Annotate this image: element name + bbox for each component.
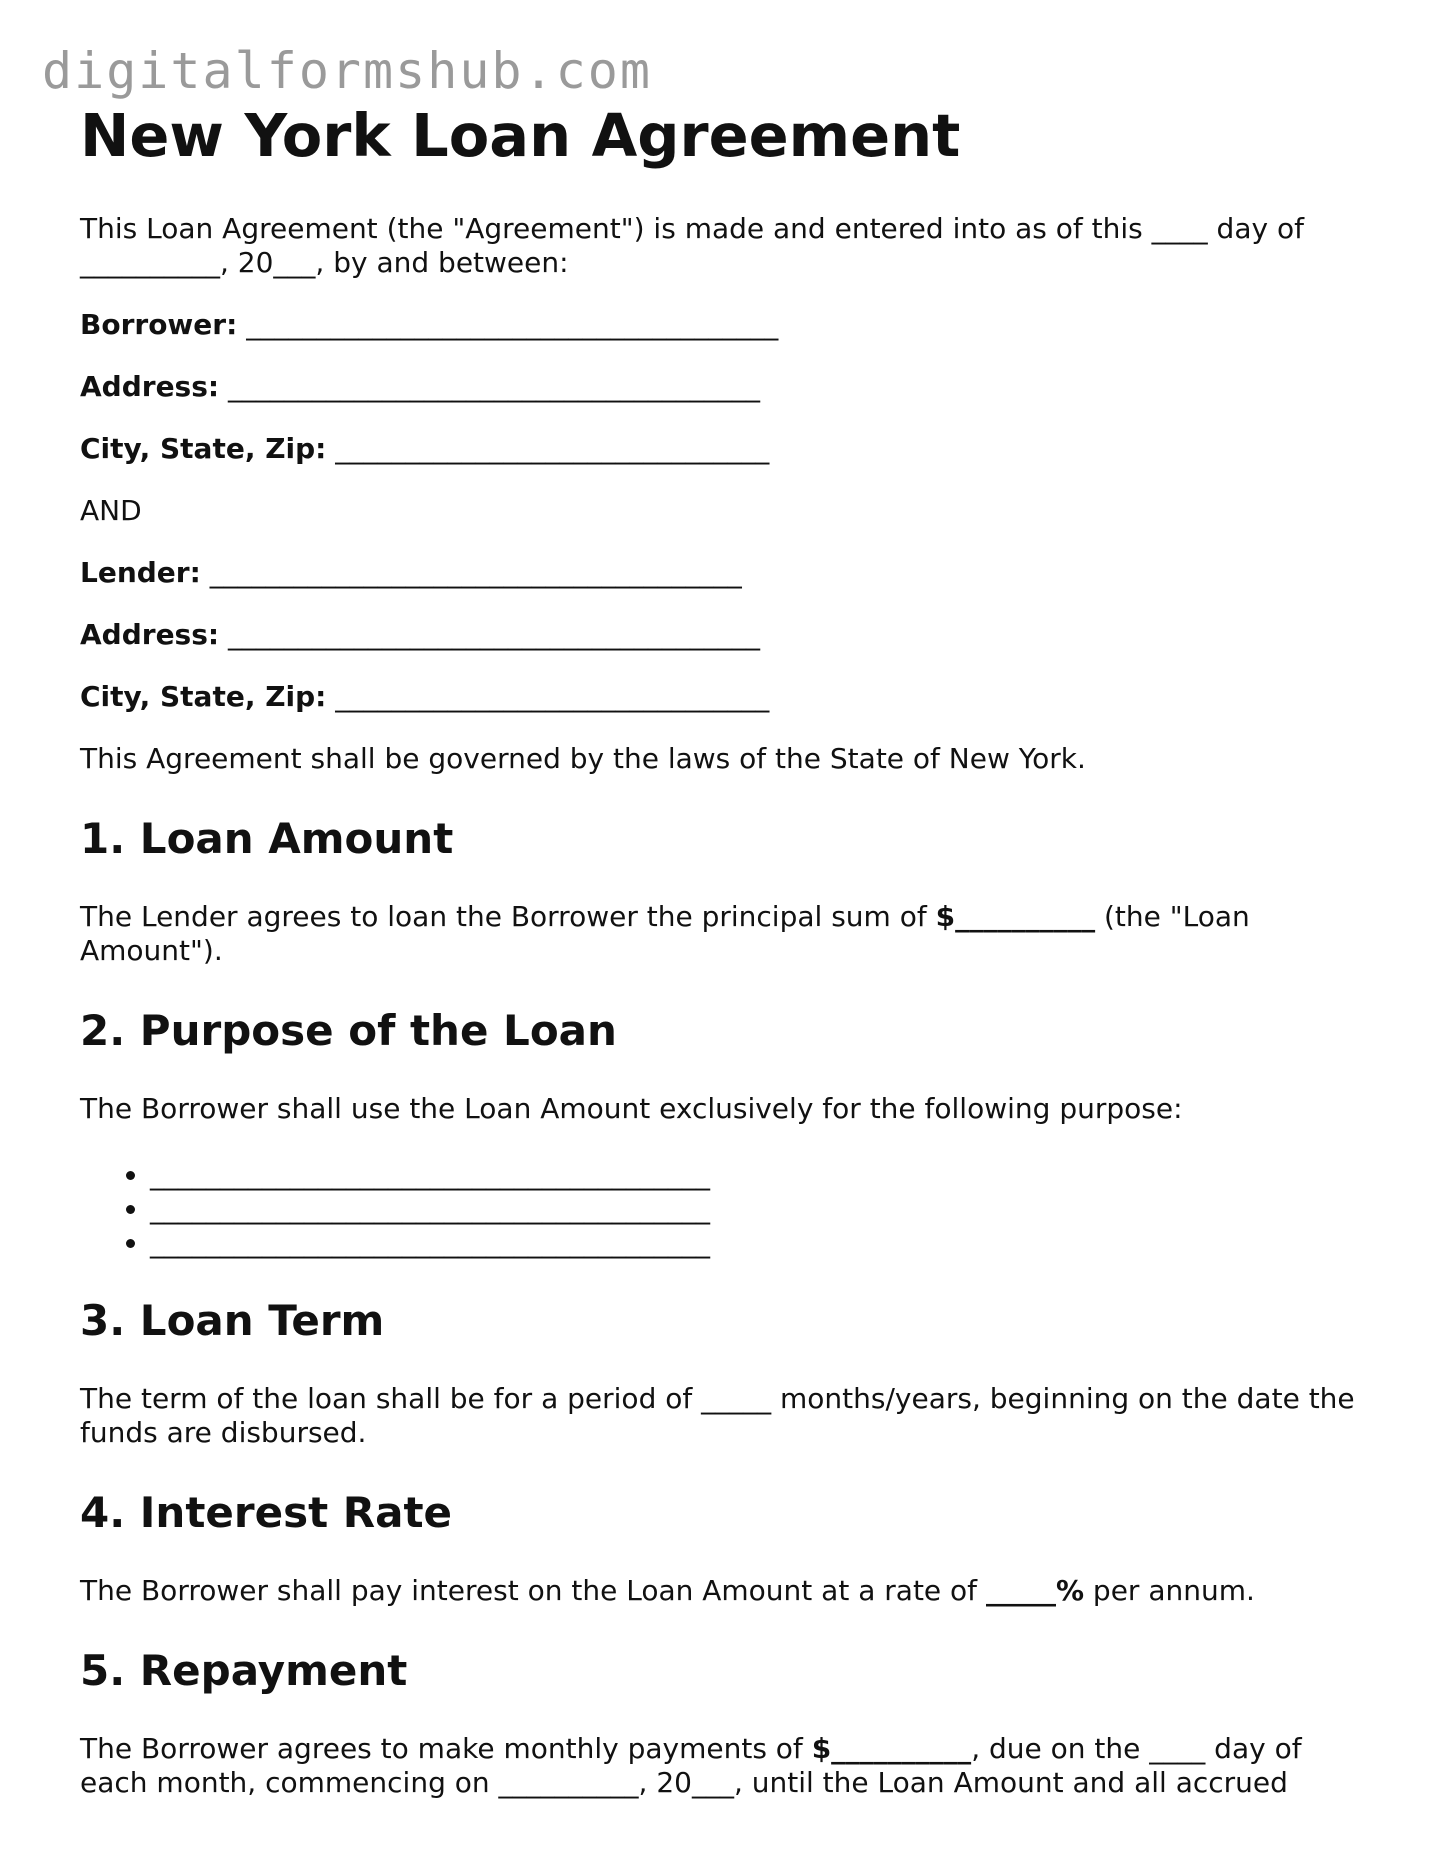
lender-address-label: Address: <box>80 618 220 651</box>
watermark: digitalformshub.com <box>42 42 652 100</box>
repayment-text-after: , due on the ____ day of each month, commencing on __________, 20___, until the Loan Amount and all accrued <box>80 1732 1302 1799</box>
borrower-address-field <box>80 370 1370 404</box>
borrower-city-field <box>80 432 1370 466</box>
repayment-amount-blank: $__________ <box>811 1732 972 1765</box>
interest-rate-blank: _____% <box>985 1574 1085 1607</box>
document <box>80 100 1370 1838</box>
lender-name-field <box>80 556 1370 590</box>
borrower-city-blank: _______________________________ <box>335 432 770 465</box>
loan-amount-blank: $__________ <box>935 900 1096 933</box>
lender-city-label: City, State, Zip: <box>80 680 327 713</box>
section-interest-rate-title: 4. Interest Rate <box>80 1488 453 1537</box>
purpose-list <box>80 1158 1370 1260</box>
interest-text-after: per annum. <box>1084 1574 1255 1607</box>
borrower-address-label: Address: <box>80 370 220 403</box>
loan-amount-text-before: The Lender agrees to loan the Borrower the principal sum of <box>80 900 936 933</box>
list-item: • ________________________________________ <box>150 1158 1370 1192</box>
borrower-address-blank: ______________________________________ <box>228 370 760 403</box>
lender-address-field <box>80 618 1370 652</box>
lender-city-field <box>80 680 1370 714</box>
lender-address-blank: ______________________________________ <box>228 618 760 651</box>
section-loan-term-title: 3. Loan Term <box>80 1296 385 1345</box>
lender-name-label: Lender: <box>80 556 201 589</box>
section-purpose-title: 2. Purpose of the Loan <box>80 1006 617 1055</box>
lender-city-blank: _______________________________ <box>335 680 770 713</box>
interest-text-before: The Borrower shall pay interest on the Loan Amount at a rate of <box>80 1574 986 1607</box>
list-item: • ________________________________________ <box>150 1192 1370 1226</box>
section-purpose-text: The Borrower shall use the Loan Amount exclusively for the following purpose: <box>80 1092 1183 1125</box>
repayment-text-before: The Borrower agrees to make monthly payments of <box>80 1732 812 1765</box>
borrower-name-field <box>80 308 1370 342</box>
intro-paragraph: This Loan Agreement (the "Agreement") is made and entered into as of this ____ day of __________, 20___, by and between: <box>80 212 1304 279</box>
section-loan-amount-title: 1. Loan Amount <box>80 814 454 863</box>
borrower-name-blank: ______________________________________ <box>246 308 779 341</box>
section-repayment-title: 5. Repayment <box>80 1646 408 1695</box>
governing-law-text: This Agreement shall be governed by the laws of the State of New York. <box>80 742 1086 775</box>
list-item: • ________________________________________ <box>150 1226 1370 1260</box>
section-repayment-text <box>80 1732 1370 1800</box>
section-loan-amount-text <box>80 900 1370 968</box>
section-interest-rate-text <box>80 1574 1370 1608</box>
section-loan-term-text: The term of the loan shall be for a period of _____ months/years, beginning on the date the funds are disbursed. <box>80 1382 1355 1449</box>
borrower-name-label: Borrower: <box>80 308 238 341</box>
lender-name-blank: ______________________________________ <box>209 556 742 589</box>
and-separator: AND <box>80 494 142 527</box>
loan-amount-text-after: (the "Loan Amount"). <box>80 900 1250 967</box>
page-title: New York Loan Agreement <box>80 101 961 170</box>
borrower-city-label: City, State, Zip: <box>80 432 327 465</box>
